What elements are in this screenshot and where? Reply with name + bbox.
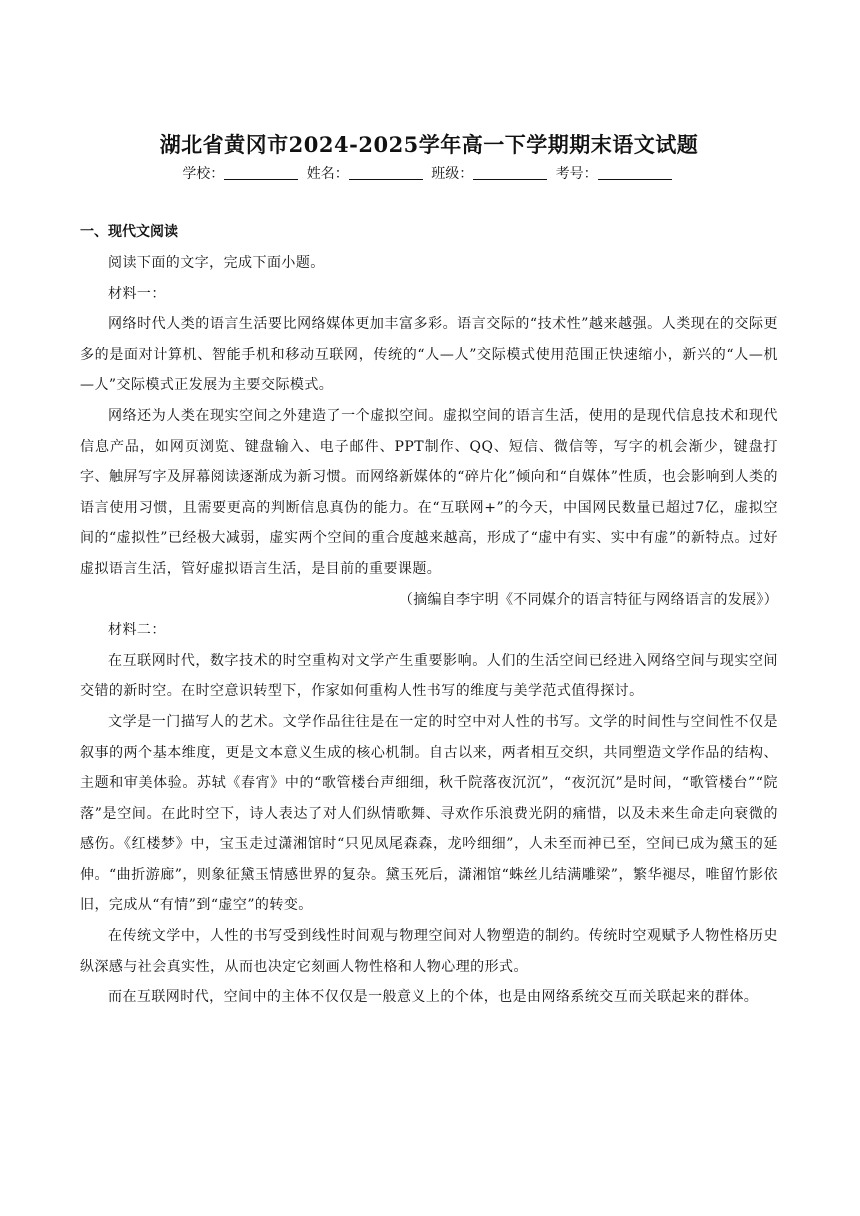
material-two-paragraph: 在传统文学中，人性的书写受到线性时间观与物理空间对人物塑造的制约。传统时空观赋予人物性格历史纵深感与社会真实性，从而也决定它刻画人物性格和人物心理的形式。 [80, 928, 778, 975]
student-info-line [80, 162, 778, 186]
class-label: 班级： [431, 166, 474, 182]
name-label: 姓名： [306, 166, 349, 182]
material-one-paragraph: 网络还为人类在现实空间之外建造了一个虚拟空间。虚拟空间的语言生活，使用的是现代信息技术和现代信息产品，如网页浏览、键盘输入、电子邮件、PPT制作、QQ、短信、微信等，写字的机会渐少，键盘打字、触屏写字及屏幕阅读逐渐成为新习惯。而网络新媒体的“碎片化”倾向和“自媒体”性质，也会影响到人类的语言使用习惯，且需要更高的判断信息真伪的能力。在“互联网+”的今天，中国网民数量已超过7亿，虚拟空间的“虚拟性”已经极大减弱，虚实两个空间的重合度越来越高，形成了“虚中有实、实中有虚”的新特点。过好虚拟语言生活，管好虚拟语言生活，是目前的重要课题。 [80, 407, 778, 577]
material-one-label: 材料一： [108, 285, 166, 302]
exam-page [80, 130, 778, 1013]
school-label: 学校： [182, 166, 225, 182]
section-heading: 一、现代文阅读 [80, 224, 178, 240]
exam-title: 湖北省黄冈市2024-2025学年高一下学期期末语文试题 [159, 132, 699, 157]
material-two-paragraph: 而在互联网时代，空间中的主体不仅仅是一般意义上的个体，也是由网络系统交互而关联起来的群体。 [108, 989, 759, 1006]
school-blank[interactable] [224, 165, 298, 180]
reading-instruction: 阅读下面的文字，完成下面小题。 [108, 255, 325, 271]
exam-number-blank[interactable] [598, 165, 672, 180]
material-two-paragraph: 文学是一门描写人的艺术。文学作品往往是在一定的时空中对人性的书写。文学的时间性与空间性不仅是叙事的两个基本维度，更是文本意义生成的核心机制。自古以来，两者相互交织，共同塑造文学作品的结构、主题和审美体验。苏轼《春宵》中的“歌管楼台声细细，秋千院落夜沉沉”，“夜沉沉”是时间，“歌管楼台”“院落”是空间。在此时空下，诗人表达了对人们纵情歌舞、寻欢作乐浪费光阴的痛惜，以及未来生命走向衰微的感伤。《红楼梦》中，宝玉走过潇湘馆时“只见凤尾森森，龙吟细细”，人未至而神已至，空间已成为黛玉的延伸。“曲折游廊”，则象征黛玉情感世界的复杂。黛玉死后，潇湘馆“蛛丝儿结满雕梁”，繁华褪尽，唯留竹影依旧，完成从“有情”到“虚空”的转变。 [80, 713, 778, 914]
material-one-source: （摘编自李宇明《不同媒介的语言特征与网络语言的发展》） [398, 591, 778, 608]
class-blank[interactable] [473, 165, 547, 180]
exam-number-label: 考号： [555, 166, 598, 182]
material-two-label: 材料二： [108, 622, 166, 639]
material-one-paragraph: 网络时代人类的语言生活要比网络媒体更加丰富多彩。语言交际的“技术性”越来越强。人类现在的交际更多的是面对计算机、智能手机和移动互联网，传统的“人—人”交际模式使用范围正快速缩小，新兴的“人—机—人”交际模式正发展为主要交际模式。 [80, 316, 778, 394]
name-blank[interactable] [349, 165, 423, 180]
material-two-paragraph: 在互联网时代，数字技术的时空重构对文学产生重要影响。人们的生活空间已经进入网络空间与现实空间交错的新时空。在时空意识转型下，作家如何重构人性书写的维度与美学范式值得探讨。 [80, 652, 778, 700]
